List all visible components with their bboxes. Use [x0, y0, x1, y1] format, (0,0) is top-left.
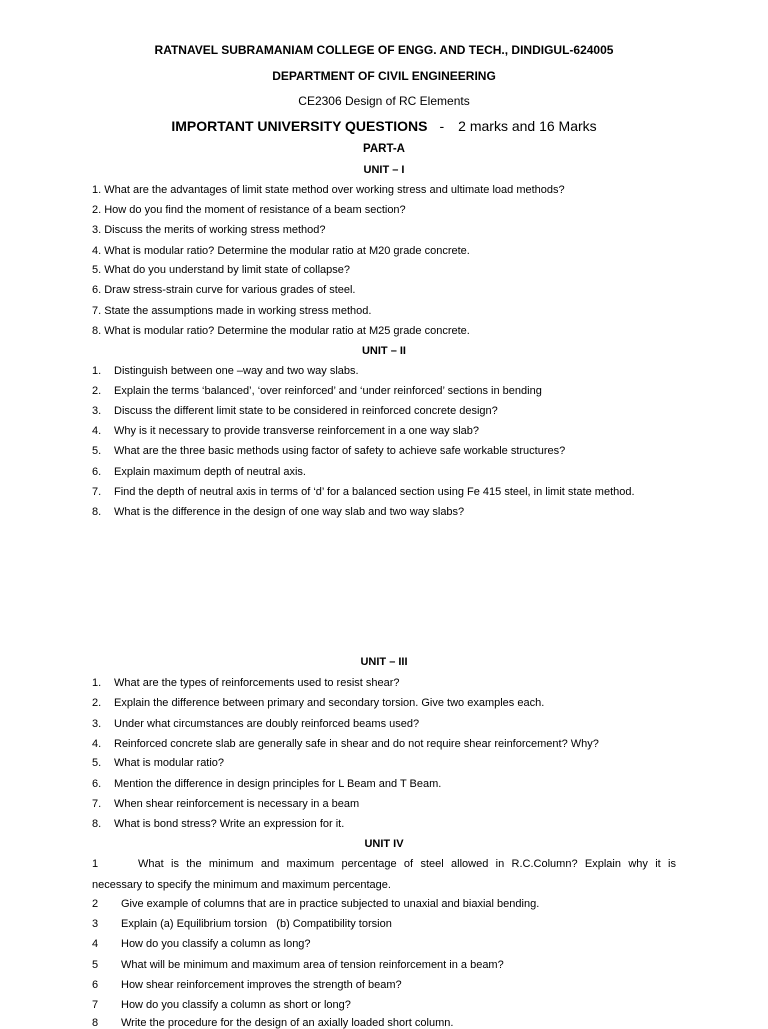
question-text: What is modular ratio?: [114, 757, 225, 769]
unit-3-question: [92, 738, 599, 750]
question-text: Why is it necessary to provide transverse reinforcement in a one way slab?: [114, 425, 479, 437]
question-text: What are the three basic methods using factor of safety to achieve safe workable structures?: [114, 445, 566, 457]
unit-4-question-line: [92, 858, 676, 870]
question-text: Find the depth of neutral axis in terms of ‘d’ for a balanced section using Fe 415 steel, in limit state method.: [114, 486, 635, 498]
question-text: How shear reinforcement improves the strength of beam?: [121, 979, 402, 991]
question-text: Discuss the different limit state to be considered in reinforced concrete design?: [114, 405, 498, 417]
question-number: 7.: [92, 486, 102, 498]
question-number: 5: [92, 959, 99, 971]
question-number: 1.: [92, 365, 102, 377]
college-name: RATNAVEL SUBRAMANIAM COLLEGE OF ENGG. AND TECH., DINDIGUL-624005: [154, 43, 614, 57]
unit-1-question: 7. State the assumptions made in working stress method.: [92, 305, 372, 317]
unit-4-heading: UNIT IV: [364, 838, 404, 850]
question-number: 4.: [92, 738, 102, 750]
question-text: Reinforced concrete slab are generally safe in shear and do not require shear reinforcement? Why?: [114, 738, 599, 750]
unit-2-heading: UNIT – II: [361, 345, 406, 357]
part-heading: PART-A: [363, 143, 405, 155]
unit-1-question: 5. What do you understand by limit state of collapse?: [92, 264, 351, 276]
unit-3-question: [92, 778, 441, 790]
question-number: 1.: [92, 677, 102, 689]
question-text: How do you classify a column as short or long?: [121, 999, 351, 1011]
unit-2-question: [92, 405, 498, 417]
unit-2-question: [92, 466, 306, 478]
question-number: 8.: [92, 818, 102, 830]
department-name: DEPARTMENT OF CIVIL ENGINEERING: [272, 69, 496, 83]
question-text: Explain (a) Equilibrium torsion (b) Compatibility torsion: [121, 918, 392, 930]
unit-2-question: [92, 425, 479, 437]
question-text: What are the types of reinforcements used to resist shear?: [114, 677, 400, 689]
question-text: Under what circumstances are doubly reinforced beams used?: [114, 718, 420, 730]
unit-3-question: [92, 818, 344, 830]
question-number: 8: [92, 1017, 99, 1029]
document-title: [0, 118, 768, 134]
question-number: 7: [92, 999, 99, 1011]
question-number: 1: [92, 858, 99, 870]
unit-2-question: [92, 385, 542, 397]
unit-1-question: 2. How do you find the moment of resistance of a beam section?: [92, 204, 406, 216]
title-marks: 2 marks and 16 Marks: [458, 118, 597, 134]
unit-4-question: [92, 979, 402, 991]
question-text: How do you classify a column as long?: [121, 938, 311, 950]
question-number: 7.: [92, 798, 102, 810]
unit-1-question: 1. What are the advantages of limit state method over working stress and ultimate load methods?: [92, 184, 565, 196]
unit-1-heading: UNIT – I: [363, 164, 405, 176]
unit-3-question: [92, 677, 400, 689]
unit-3-question: [92, 718, 419, 730]
question-number: 2.: [92, 697, 102, 709]
question-number: 6.: [92, 778, 102, 790]
question-number: 3: [92, 918, 99, 930]
question-text: What is the difference in the design of one way slab and two way slabs?: [114, 506, 465, 518]
question-number: 5.: [92, 445, 102, 457]
question-text: Give example of columns that are in practice subjected to unaxial and biaxial bending.: [121, 898, 540, 910]
unit-3-question: [92, 697, 544, 709]
unit-2-question: [92, 365, 359, 377]
unit-4-question: [92, 1017, 453, 1029]
title-dash: -: [439, 118, 445, 134]
unit-4-question: [92, 999, 351, 1011]
question-text: What is bond stress? Write an expression for it.: [114, 818, 345, 830]
question-text: Mention the difference in design principles for L Beam and T Beam.: [114, 778, 442, 790]
unit-4-question: [92, 959, 504, 971]
question-text: Explain the difference between primary and secondary torsion. Give two examples each.: [114, 697, 545, 709]
unit-1-question: 6. Draw stress-strain curve for various grades of steel.: [92, 284, 356, 296]
question-number: 4.: [92, 425, 102, 437]
unit-4-question: [92, 938, 311, 950]
question-text: What will be minimum and maximum area of tension reinforcement in a beam?: [121, 959, 504, 971]
question-number: 2.: [92, 385, 102, 397]
question-number: 2: [92, 898, 99, 910]
question-text: Explain the terms ‘balanced’, ‘over reinforced’ and ‘under reinforced’ sections in bending: [114, 385, 542, 397]
unit-2-question: [92, 506, 464, 518]
question-text: Write the procedure for the design of an axially loaded short column.: [121, 1017, 454, 1029]
question-text: When shear reinforcement is necessary in a beam: [114, 798, 360, 810]
unit-3-question: [92, 798, 359, 810]
question-text: Explain maximum depth of neutral axis.: [114, 466, 306, 478]
unit-4-question-continuation: necessary to specify the minimum and maximum percentage.: [92, 879, 391, 891]
title-bold: IMPORTANT UNIVERSITY QUESTIONS: [171, 118, 428, 134]
unit-1-question: 8. What is modular ratio? Determine the modular ratio at M25 grade concrete.: [92, 325, 470, 337]
question-number: 5.: [92, 757, 102, 769]
unit-3-question: [92, 757, 224, 769]
question-text: Distinguish between one –way and two way slabs.: [114, 365, 359, 377]
question-number: 4: [92, 938, 99, 950]
course-title: CE2306 Design of RC Elements: [298, 94, 470, 108]
question-number: 6.: [92, 466, 102, 478]
unit-2-question: [92, 445, 565, 457]
unit-1-question: 4. What is modular ratio? Determine the modular ratio at M20 grade concrete.: [92, 245, 470, 257]
unit-4-question: [92, 918, 392, 930]
question-text: What is the minimum and maximum percentage of steel allowed in R.C.Column? Explain why it is: [138, 858, 676, 870]
question-number: 8.: [92, 506, 102, 518]
question-number: 3.: [92, 405, 102, 417]
unit-1-question: 3. Discuss the merits of working stress method?: [92, 224, 326, 236]
unit-3-heading: UNIT – III: [360, 656, 408, 668]
question-number: 6: [92, 979, 99, 991]
unit-2-question: [92, 486, 635, 498]
question-number: 3.: [92, 718, 102, 730]
unit-4-question: [92, 898, 539, 910]
